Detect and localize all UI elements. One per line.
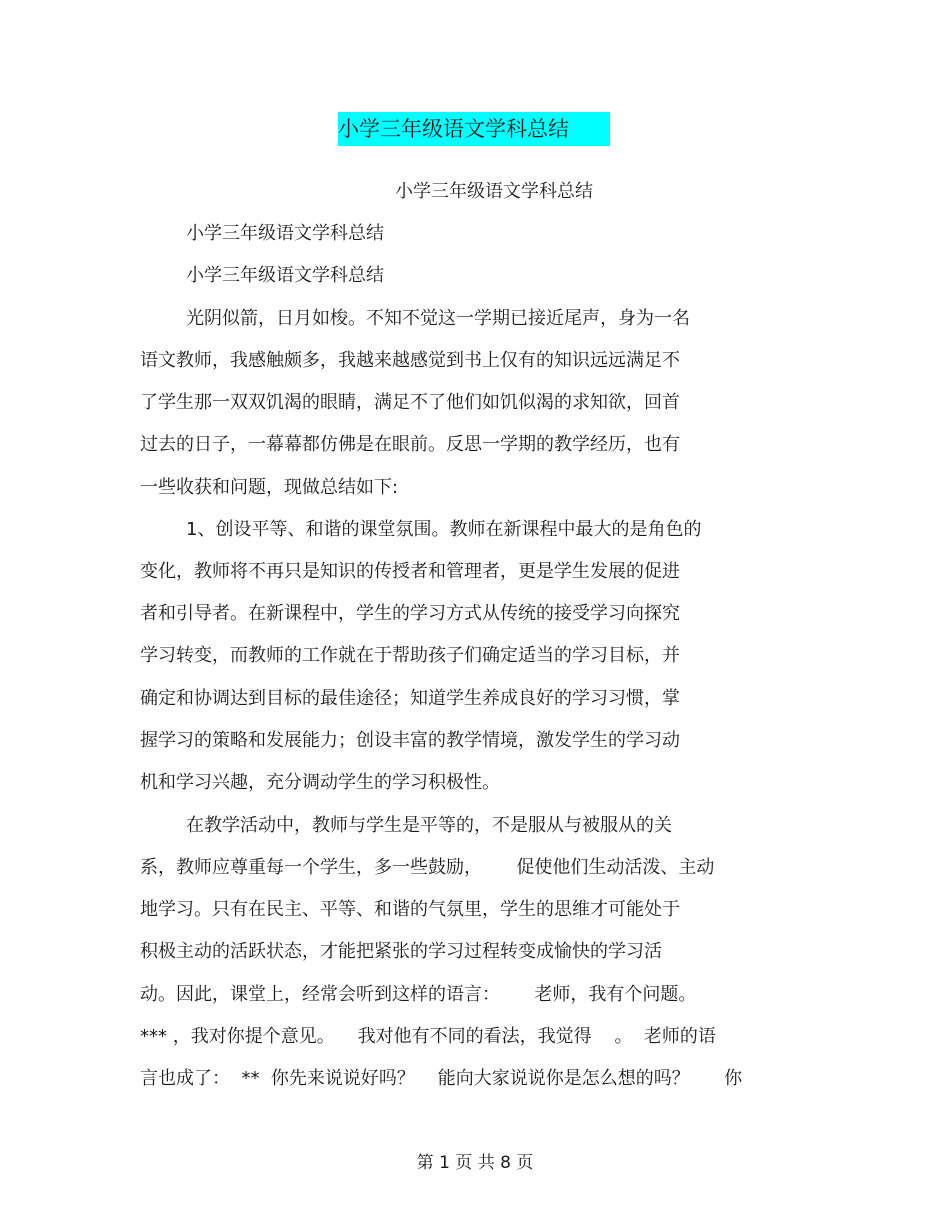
text-line: 在教学活动中，教师与学生是平等的，不是服从与被服从的关 [186, 815, 672, 836]
text-line: 机和学习兴趣，充分调动学生的学习积极性。 [140, 772, 500, 793]
text-line: 了学生那一双双饥渴的眼睛，满足不了他们如饥似渴的求知欲，回首 [140, 392, 680, 413]
text-line: 积极主动的活跃状态，才能把紧张的学习过程转变成愉快的学习活 [140, 941, 662, 962]
text-line: 握学习的策略和发展能力；创设丰富的教学情境，激发学生的学习动 [140, 730, 680, 751]
text-line: 小学三年级语文学科总结 [186, 223, 384, 244]
text-line: 言也成了： ** 你先来说说好吗？ 能向大家说说你是怎么想的吗？ 你 [140, 1068, 743, 1089]
text-line: 动。因此，课堂上，经常会听到这样的语言： 老师，我有个问题。 [140, 984, 697, 1005]
text-line: 变化，教师将不再只是知识的传授者和管理者，更是学生发展的促进 [140, 561, 680, 582]
page-number: 第 1 页 共 8 页 [416, 1153, 534, 1173]
document-title: 小学三年级语文学科总结 [338, 112, 610, 146]
text-line: 地学习。只有在民主、平等、和谐的气氛里，学生的思维才可能处于 [140, 899, 680, 920]
text-line: *** ，我对你提个意见。 我对他有不同的看法，我觉得 。 老师的语 [140, 1026, 716, 1047]
text-line: 一些收获和问题，现做总结如下: [140, 477, 399, 498]
text-line: 光阴似箭，日月如梭。不知不觉这一学期已接近尾声，身为一名 [186, 308, 690, 329]
text-line: 过去的日子，一幕幕都仿佛是在眼前。反思一学期的教学经历，也有 [140, 434, 680, 455]
text-line: 系，教师应尊重每一个学生，多一些鼓励， 促使他们生动活泼、主动 [140, 857, 715, 878]
text-line: 确定和协调达到目标的最佳途径；知道学生养成良好的学习习惯，掌 [140, 688, 680, 709]
text-line: 1、创设平等、和谐的课堂氛围。教师在新课程中最大的是角色的 [186, 519, 702, 540]
document-subtitle: 小学三年级语文学科总结 [395, 181, 593, 202]
text-line: 学习转变，而教师的工作就在于帮助孩子们确定适当的学习目标，并 [140, 645, 680, 666]
text-line: 小学三年级语文学科总结 [186, 265, 384, 286]
text-line: 语文教师，我感触颇多，我越来越感觉到书上仅有的知识远远满足不 [140, 350, 680, 371]
text-line: 者和引导者。在新课程中，学生的学习方式从传统的接受学习向探究 [140, 603, 680, 624]
